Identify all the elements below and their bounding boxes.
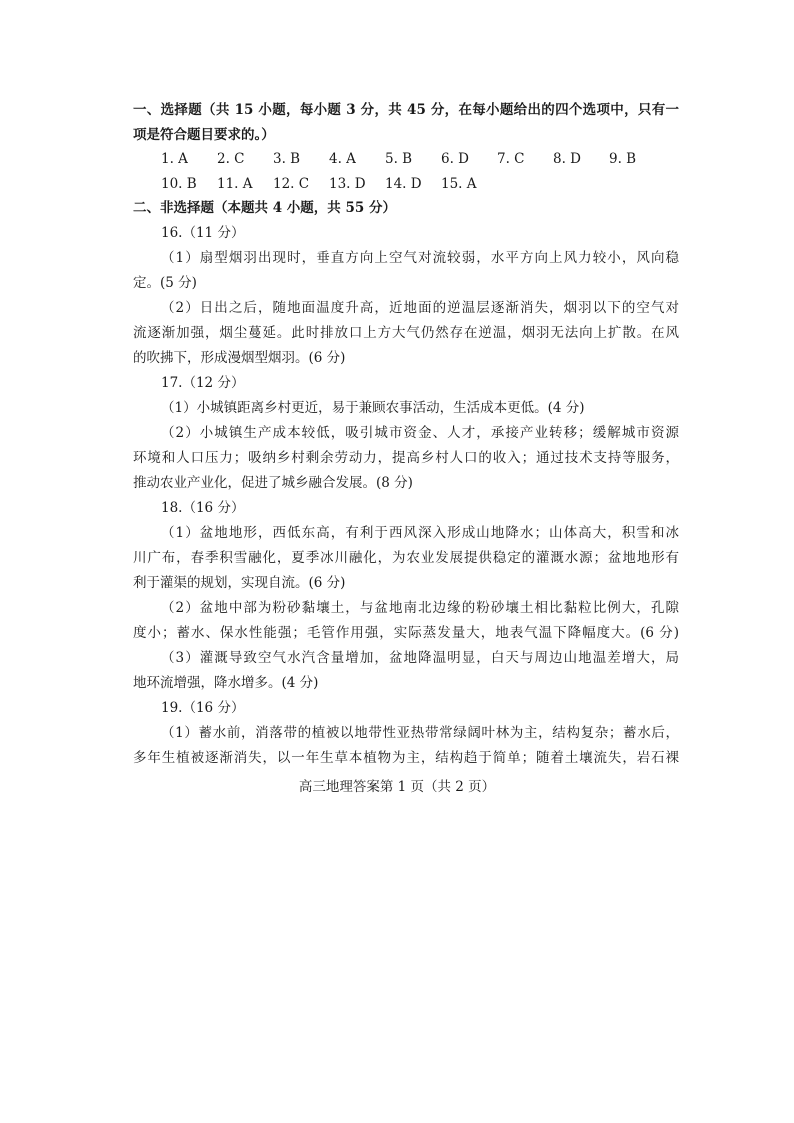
answer-item: 9. B (609, 151, 637, 167)
q17-p2-line2: 环境和人口压力；吸纳乡村剩余劳动力，提高乡村人口的收入；通过技术支持等服务， (133, 450, 679, 466)
answer-item: 2. C (217, 151, 245, 167)
answer-item: 4. A (329, 151, 356, 167)
answer-item: 10. B (161, 176, 197, 192)
q17-p2-line3: 推动农业产业化，促进了城乡融合发展。(8 分) (133, 475, 413, 491)
q19-p1-line1: （1）蓄水前，消落带的植被以地带性亚热带常绿阔叶林为主，结构复杂；蓄水后， (161, 725, 679, 741)
q16-title: 16.（11 分） (161, 225, 245, 241)
q16-p1-line2: 定。(5 分) (133, 275, 197, 291)
q16-p2-line3: 的吹拂下，形成漫烟型烟羽。(6 分) (133, 350, 346, 366)
answer-item: 7. C (497, 151, 525, 167)
section1-heading-line1: 一、选择题（共 15 小题，每小题 3 分，共 45 分，在每小题给出的四个选项中，只有一 (133, 102, 679, 118)
answer-item: 15. A (441, 176, 477, 192)
q19-title: 19.（16 分） (161, 700, 245, 716)
q18-p1-line3: 利于灌渠的规划，实现自流。(6 分) (133, 575, 346, 591)
answer-item: 1. A (161, 151, 188, 167)
section2-heading: 二、非选择题（本题共 4 小题，共 55 分） (133, 200, 396, 216)
q17-title: 17.（12 分） (161, 375, 245, 391)
q18-p1-line2: 川广布，春季积雪融化，夏季冰川融化，为农业发展提供稳定的灌溉水源；盆地地形有 (133, 550, 679, 566)
answer-item: 14. D (385, 176, 422, 192)
q17-p2-line1: （2）小城镇生产成本较低，吸引城市资金、人才，承接产业转移；缓解城市资源 (161, 425, 679, 441)
q18-p3-line1: （3）灌溉导致空气水汽含量增加，盆地降温明显，白天与周边山地温差增大，局 (161, 650, 679, 666)
answer-item: 6. D (441, 151, 469, 167)
q18-p2-line2: 度小；蓄水、保水性能强；毛管作用强，实际蒸发量大，地表气温下降幅度大。(6 分) (133, 625, 679, 641)
page-footer: 高三地理答案第 1 页（共 2 页） (298, 779, 496, 795)
q16-p2-line2: 流逐渐加强，烟尘蔓延。此时排放口上方大气仍然存在逆温，烟羽无法向上扩散。在风 (133, 325, 679, 341)
answers-row-2 (161, 174, 497, 194)
q18-p1-line1: （1）盆地地形，西低东高，有利于西风深入形成山地降水；山体高大，积雪和冰 (161, 525, 679, 541)
q18-p2-line1: （2）盆地中部为粉砂黏壤土，与盆地南北边缘的粉砂壤土相比黏粒比例大，孔隙 (161, 600, 679, 616)
q19-p1-line2: 多年生植被逐渐消失，以一年生草本植物为主，结构趋于简单；随着土壤流失，岩石裸 (133, 750, 679, 766)
answer-item: 11. A (217, 176, 253, 192)
q16-p2-line1: （2）日出之后，随地面温度升高，近地面的逆温层逐渐消失，烟羽以下的空气对 (161, 300, 679, 316)
answer-item: 13. D (329, 176, 366, 192)
answer-item: 3. B (273, 151, 301, 167)
q17-p1-line1: （1）小城镇距离乡村更近，易于兼顾农事活动，生活成本更低。(4 分) (161, 400, 585, 416)
answers-row-1 (161, 149, 649, 169)
section1-heading-line2: 项是符合题目要求的。） (133, 127, 275, 143)
q18-p3-line2: 地环流增强，降水增多。(4 分) (133, 675, 319, 691)
answer-item: 5. B (385, 151, 413, 167)
answer-item: 8. D (553, 151, 581, 167)
q16-p1-line1: （1）扇型烟羽出现时，垂直方向上空气对流较弱，水平方向上风力较小，风向稳 (161, 250, 679, 266)
answer-item: 12. C (273, 176, 310, 192)
q18-title: 18.（16 分） (161, 500, 245, 516)
